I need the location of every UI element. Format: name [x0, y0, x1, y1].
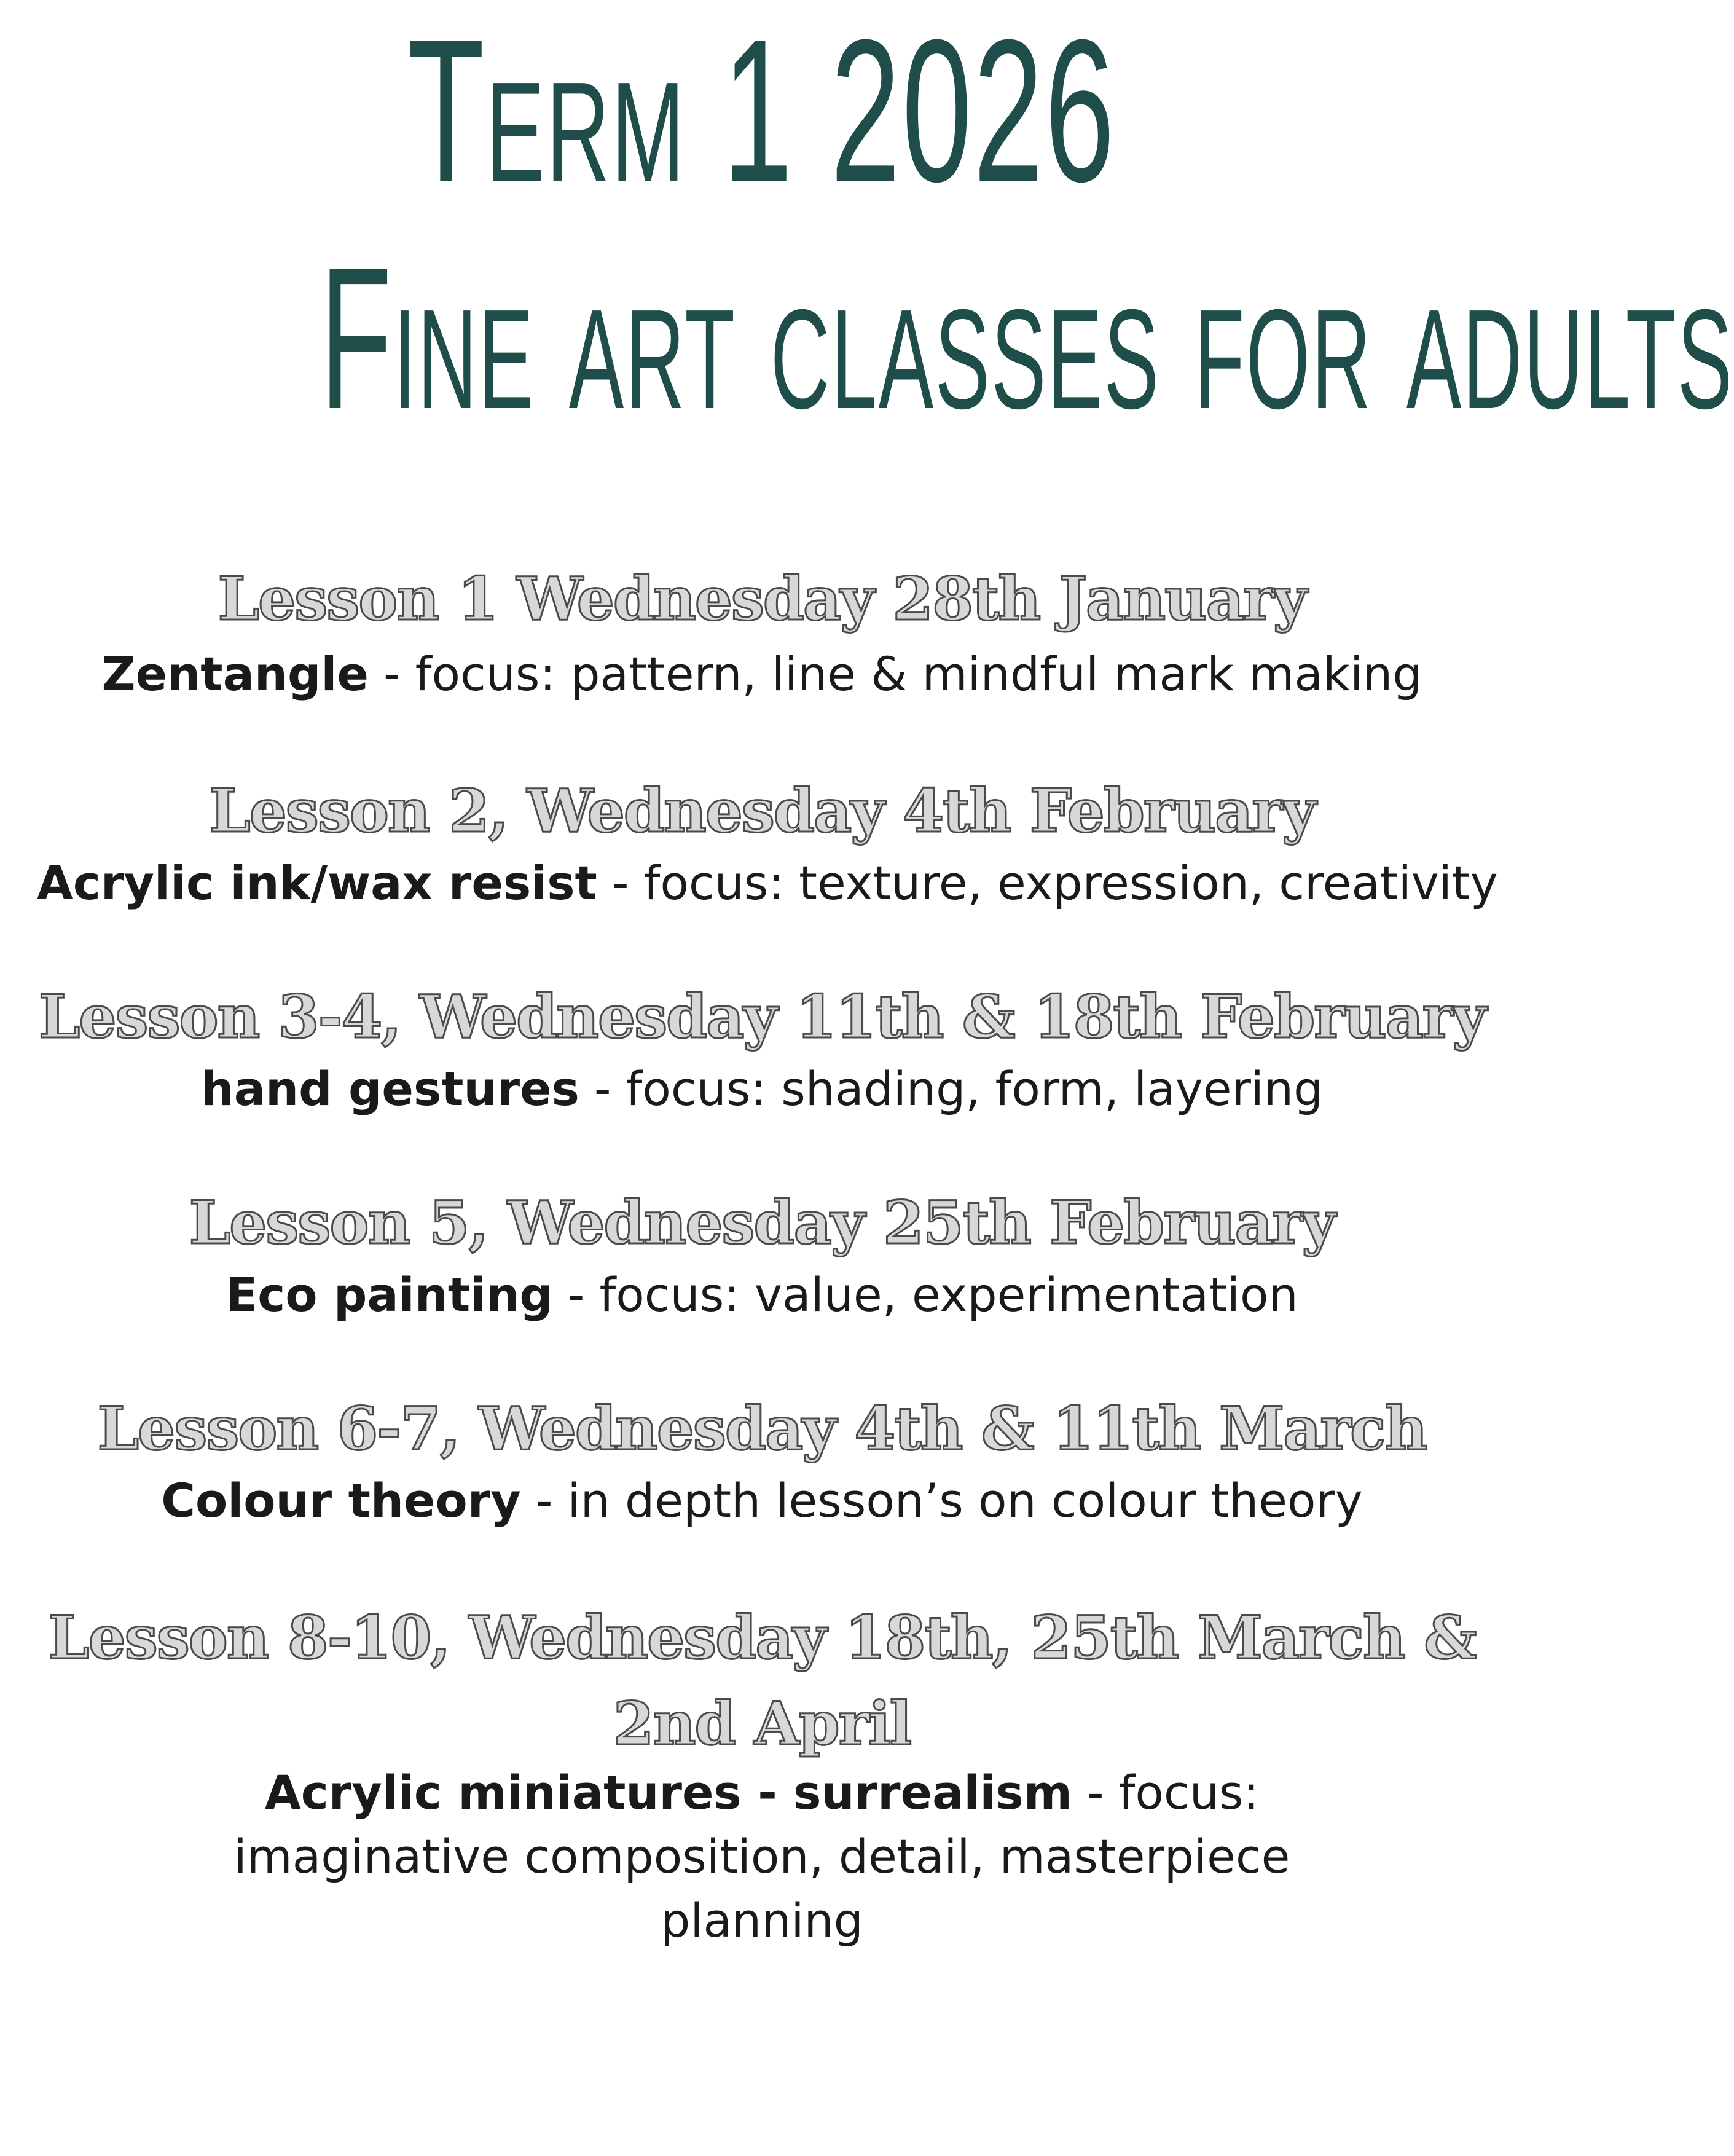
- lesson-1-focus: focus: pattern, line & mindful mark making: [415, 647, 1422, 701]
- lesson-8-10-separator: -: [1072, 1765, 1119, 1820]
- lesson-6-7-heading: Lesson 6-7, Wednesday 4th & 11th March: [97, 1394, 1427, 1463]
- lesson-6-7-topic: Colour theory: [161, 1473, 521, 1528]
- lesson-3-4-heading: Lesson 3-4, Wednesday 11th & 18th February: [38, 982, 1486, 1052]
- lesson-8-10-heading: Lesson 8-10, Wednesday 18th, 25th March & 2nd April: [48, 1603, 1476, 1758]
- lesson-3-4-description: [37, 1057, 1487, 1121]
- lesson-5-topic: Eco painting: [226, 1267, 553, 1322]
- lesson-3-4-focus: focus: shading, form, layering: [626, 1061, 1324, 1116]
- lesson-5-description: [37, 1263, 1487, 1327]
- lesson-8-10-description: [147, 1761, 1376, 1953]
- page-title-classes: Fine art classes for adults: [320, 224, 1734, 451]
- lesson-5-separator: -: [552, 1267, 600, 1322]
- lesson-1-heading: Lesson 1 Wednesday 28th January: [218, 564, 1306, 634]
- lesson-2-topic: Acrylic ink/wax resist: [37, 856, 597, 910]
- page-title-term: Term 1 2026: [407, 0, 1116, 224]
- lesson-3-4-separator: -: [579, 1061, 626, 1116]
- lesson-5-focus: focus: value, experimentation: [599, 1267, 1298, 1322]
- lesson-1-description: [37, 642, 1487, 706]
- lesson-5-heading: Lesson 5, Wednesday 25th February: [189, 1188, 1335, 1257]
- lesson-6-7-focus: in depth lesson’s on colour theory: [567, 1473, 1363, 1528]
- lesson-1-topic: Zentangle: [101, 647, 369, 701]
- lesson-2-description: [37, 851, 1498, 915]
- lesson-6-7-separator: -: [520, 1473, 568, 1528]
- lesson-1-separator: -: [368, 647, 415, 701]
- lesson-2-focus: focus: texture, expression, creativity: [643, 856, 1498, 910]
- lesson-8-10-topic: Acrylic miniatures - surrealism: [264, 1765, 1072, 1820]
- lesson-6-7-description: [37, 1469, 1487, 1533]
- lesson-2-heading: Lesson 2, Wednesday 4th February: [209, 776, 1315, 846]
- lesson-8-10-focus: focus: imaginative composition, detail, masterpiece planning: [233, 1765, 1290, 1948]
- lesson-3-4-topic: hand gestures: [200, 1061, 579, 1116]
- lesson-2-separator: -: [597, 856, 644, 910]
